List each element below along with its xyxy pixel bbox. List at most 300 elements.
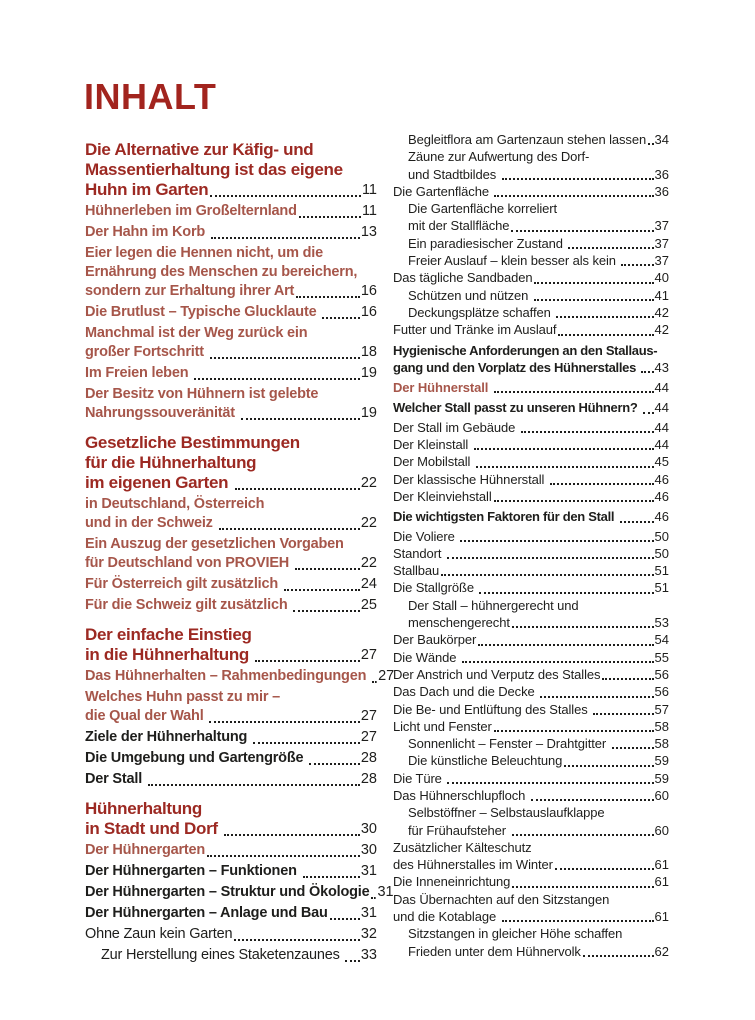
toc-entry-text: Hühnerleben im Großelternland (85, 203, 297, 219)
dot-leader (441, 574, 653, 576)
toc-entry (85, 596, 377, 615)
toc-entry (393, 131, 669, 148)
toc-entry (393, 666, 669, 683)
dot-leader (296, 296, 360, 298)
page-number: 25 (360, 597, 377, 613)
dot-leader (235, 488, 360, 490)
toc-entry (393, 379, 669, 396)
toc-entry-row (85, 343, 377, 362)
toc-entry (393, 453, 669, 470)
toc-entry-row (393, 770, 669, 787)
toc-entry-row (408, 131, 669, 148)
toc-entry-text: Futter und Tränke im Auslauf (393, 322, 557, 338)
dot-leader (556, 316, 653, 318)
page-number: 53 (654, 615, 669, 631)
toc-entry-text: des Hühnerstalles im Winter (393, 857, 553, 873)
toc-entry-text: Die künstliche Beleuchtung (408, 753, 563, 769)
toc-entry-text: Sitzstangen in gleicher Höhe schaffen (408, 926, 623, 942)
page-number: 32 (360, 926, 377, 942)
dot-leader (299, 216, 361, 218)
toc-entry (393, 683, 669, 700)
toc-entry-row (393, 787, 669, 804)
toc-entry-text: Die Stallgröße (393, 580, 478, 596)
toc-entry-text: Frieden unter dem Hühnervolk (408, 943, 581, 959)
toc-entry-row (393, 321, 669, 338)
dot-leader (447, 557, 654, 559)
dot-leader (462, 661, 654, 663)
dot-leader (534, 282, 653, 284)
toc-entry (393, 488, 669, 505)
toc-entry-row (85, 575, 377, 594)
toc-entry-text: Der Hühnergarten (85, 842, 206, 858)
dot-leader (558, 334, 653, 336)
toc-entry (85, 433, 377, 493)
toc-entry-row (393, 183, 669, 200)
toc-entry-row (408, 304, 669, 321)
toc-entry-text: Der klassische Hühnerstall (393, 471, 548, 487)
toc-entry-text: in die Hühnerhaltung (85, 645, 254, 664)
page-number: 11 (361, 182, 377, 198)
page-number: 33 (360, 947, 377, 963)
page-number: 42 (654, 304, 669, 320)
dot-leader (512, 834, 654, 836)
page-number: 61 (654, 909, 669, 925)
dot-leader (555, 868, 654, 870)
toc-entry-text: Deckungsplätze schaffen (408, 304, 555, 320)
toc-entry (85, 244, 377, 301)
dot-leader (494, 730, 654, 732)
toc-entry-row (85, 883, 394, 902)
toc-entry-text: Ein paradiesischer Zustand (408, 235, 567, 251)
toc-entry-text: in Deutschland, Österreich (85, 496, 265, 512)
toc-entry-row (85, 707, 377, 726)
toc-entry-row (393, 683, 669, 700)
toc-entry-text: Der Hahn im Korb (85, 224, 209, 240)
page-number: 44 (654, 380, 669, 396)
toc-entry (85, 324, 377, 362)
dot-leader (494, 500, 654, 502)
toc-entry-text: Der Kleinstall (393, 437, 472, 453)
toc-entry (393, 342, 669, 377)
dot-leader (620, 521, 654, 523)
toc-entry-text: Der Baukörper (393, 632, 477, 648)
page-number: 60 (654, 787, 669, 803)
page-number: 22 (360, 515, 377, 531)
toc-entry-row (85, 841, 377, 860)
page-number: 41 (654, 287, 669, 303)
toc-entry (393, 252, 669, 269)
toc-entry-text: Für Österreich gilt zusätzlich (85, 576, 282, 592)
dot-leader (210, 195, 361, 197)
toc-entry-text: Stallbau (393, 563, 440, 579)
page-number: 44 (654, 437, 669, 453)
dot-leader (521, 431, 654, 433)
toc-entry-row (408, 252, 669, 269)
toc-entry (393, 471, 669, 488)
dot-leader (643, 412, 654, 414)
toc-entry-row (85, 819, 377, 839)
toc-entry (393, 419, 669, 436)
toc-entry-text: Licht und Fenster (393, 718, 492, 734)
toc-entry (393, 597, 669, 632)
dot-leader (568, 247, 653, 249)
toc-entry-text: Der einfache Einstieg (85, 625, 252, 644)
toc-entry (85, 688, 377, 726)
toc-entry-text: menschengerecht (408, 615, 510, 631)
toc-entry-text: Im Freien leben (85, 365, 193, 381)
dot-leader (648, 143, 653, 145)
page-number: 44 (654, 419, 669, 435)
page-number: 31 (360, 863, 377, 879)
toc-entry-text: Der Stall (85, 771, 146, 787)
toc-entry-row (393, 666, 669, 683)
dot-leader (148, 784, 360, 786)
toc-entry (85, 862, 377, 881)
page-number: 59 (654, 753, 669, 769)
toc-entry (85, 946, 377, 965)
toc-entry-row (393, 545, 669, 562)
page-number: 59 (654, 770, 669, 786)
toc-entry-text: Die wichtigsten Faktoren für den Stall (393, 509, 618, 525)
toc-entry-text: Das tägliche Sandbaden (393, 270, 533, 286)
page-number: 22 (360, 475, 377, 491)
page-number: 46 (654, 509, 669, 525)
dot-leader (502, 178, 654, 180)
page-number: 58 (654, 736, 669, 752)
page-number: 13 (360, 224, 377, 240)
toc-entry-row (85, 596, 377, 615)
toc-entry-text: mit der Stallfläche (408, 218, 510, 234)
toc-entry (393, 562, 669, 579)
toc-entry-text: Freier Auslauf – klein besser als kein (408, 253, 620, 269)
toc-entry (85, 883, 394, 902)
toc-entry (393, 399, 669, 416)
toc-entry-row (393, 471, 669, 488)
toc-entry (85, 667, 395, 686)
toc-column-right (393, 131, 669, 960)
toc-entry-text: Die Inneneinrichtung (393, 874, 511, 890)
toc-entry (85, 925, 377, 944)
toc-entry (393, 735, 669, 752)
toc-entry-row (85, 514, 377, 533)
toc-entry-row (85, 364, 377, 383)
dot-leader (371, 897, 376, 899)
page-number: 54 (654, 632, 669, 648)
toc-entry-text: Der Stall – hühnergerecht und (408, 597, 579, 613)
dot-leader (540, 696, 653, 698)
toc-entry-row (101, 946, 377, 965)
toc-entry (85, 575, 377, 594)
toc-entry-text: Eier legen die Hennen nicht, um die (85, 245, 323, 261)
toc-entry-text: Der Hühnergarten – Struktur und Ökologie (85, 884, 370, 900)
page-number: 50 (654, 528, 669, 544)
toc-entry-row (85, 180, 377, 200)
toc-entry-text: Die Gartenfläche (393, 183, 493, 199)
toc-entry-text: Nahrungssouveränität (85, 405, 239, 421)
page-number: 19 (360, 365, 377, 381)
toc-entry-row (85, 925, 377, 944)
toc-entry-text: für Deutschland von PROVIEH (85, 555, 293, 571)
toc-entry (393, 148, 669, 183)
toc-entry-row (85, 473, 377, 493)
dot-leader (194, 378, 360, 380)
toc-column-left (85, 140, 395, 965)
toc-entry-text: Begleitflora am Gartenzaun stehen lassen (408, 132, 647, 147)
toc-entry-text: Die Wände (393, 649, 460, 665)
toc-entry (85, 495, 377, 533)
dot-leader (253, 742, 360, 744)
dot-leader (293, 610, 360, 612)
toc-entry-text: Der Besitz von Hühnern ist gelebte (85, 386, 319, 402)
page-number: 27 (360, 729, 377, 745)
page-number: 28 (360, 771, 377, 787)
dot-leader (219, 528, 360, 530)
page-number: 27 (360, 647, 377, 663)
toc-entry-text: für die Hühnerhaltung (85, 453, 257, 472)
toc-entry-row (408, 752, 669, 769)
dot-leader (372, 681, 377, 683)
toc-entry-row (85, 223, 377, 242)
toc-entry-text: Die Brutlust – Typische Glucklaute (85, 304, 321, 320)
toc-entry-row (408, 235, 669, 252)
toc-entry-text: Sonnenlicht – Fenster – Drahtgitter (408, 736, 610, 752)
toc-entry-text: Zur Herstellung eines Staketenzaunes (101, 947, 344, 963)
toc-entry (393, 770, 669, 787)
dot-leader (534, 299, 654, 301)
page-number: 36 (654, 183, 669, 199)
toc-entry-row (393, 379, 669, 396)
toc-entry-row (393, 399, 669, 416)
dot-leader (641, 371, 653, 373)
toc-entry-row (393, 528, 669, 545)
dot-leader (512, 626, 654, 628)
page-number: 55 (654, 649, 669, 665)
toc-entry (85, 841, 377, 860)
toc-entry (393, 321, 669, 338)
toc-entry-text: Selbstöffner – Selbstauslaufklappe (408, 805, 605, 821)
toc-entry (85, 625, 377, 665)
toc-entry-text: Welches Huhn passt zu mir – (85, 689, 280, 705)
toc-entry-text: Das Übernachten auf den Sitzstangen (393, 891, 610, 907)
dot-leader (241, 418, 360, 420)
toc-entry-text: Die Voliere (393, 528, 459, 544)
toc-entry-row (85, 554, 377, 573)
toc-entry (85, 749, 377, 768)
toc-entry (393, 287, 669, 304)
toc-entry-row (393, 701, 669, 718)
toc-entry-text: gang und den Vorplatz des Hühnerstalles (393, 359, 640, 375)
toc-entry-text: in Stadt und Dorf (85, 819, 223, 838)
toc-entry-text: Ein Auszug der gesetzlichen Vorgaben (85, 536, 344, 552)
toc-entry (393, 528, 669, 545)
dot-leader (255, 660, 359, 662)
toc-entry-text: und in der Schweiz (85, 515, 217, 531)
page-number: 57 (654, 701, 669, 717)
dot-leader (210, 357, 360, 359)
dot-leader (531, 799, 654, 801)
toc-entry-row (408, 735, 669, 752)
page-number: 27 (378, 668, 395, 684)
toc-entry-row (393, 856, 669, 873)
page-number: 18 (360, 344, 377, 360)
toc-entry-text: für Frühaufsteher (408, 822, 510, 838)
toc-entry-row (408, 943, 669, 960)
toc-entry (393, 545, 669, 562)
toc-entry (393, 752, 669, 769)
toc-entry-row (393, 419, 669, 436)
toc-entry-text: Das Dach und die Decke (393, 684, 539, 700)
dot-leader (494, 391, 654, 393)
toc-entry (393, 200, 669, 235)
toc-entry-text: Das Hühnerschlupfloch (393, 787, 529, 803)
page-number: 61 (654, 874, 669, 890)
toc-entry-text: und die Kotablage (393, 909, 500, 925)
dot-leader (550, 483, 654, 485)
toc-entry (393, 839, 669, 874)
toc-entry (85, 904, 377, 923)
page-number: 30 (360, 842, 377, 858)
toc-entry-text: großer Fortschritt (85, 344, 208, 360)
toc-entry (85, 799, 377, 839)
page-number: 50 (654, 545, 669, 561)
toc-entry (85, 770, 377, 789)
dot-leader (476, 466, 654, 468)
page-number: 16 (360, 283, 377, 299)
toc-entry-row (408, 217, 669, 234)
toc-entry-text: Die Umgebung und Gartengröße (85, 750, 308, 766)
toc-entry-row (85, 282, 377, 301)
dot-leader (502, 920, 654, 922)
dot-leader (478, 644, 653, 646)
page-number: 51 (654, 563, 669, 579)
page-title: INHALT (84, 76, 217, 117)
dot-leader (234, 939, 360, 941)
page-number: 37 (654, 253, 669, 269)
page-number: 27 (360, 708, 377, 724)
page-number: 60 (654, 822, 669, 838)
toc-entry-row (85, 404, 377, 423)
toc-entry-text: Die Gartenfläche korreliert (408, 201, 558, 217)
toc-entry-text: Der Hühnergarten – Funktionen (85, 863, 301, 879)
toc-entry (393, 873, 669, 890)
toc-entry-text: Ernährung des Menschen zu bereichern, (85, 264, 358, 280)
page-number: 22 (360, 555, 377, 571)
toc-entry-text: Der Hühnergarten – Anlage und Bau (85, 905, 328, 921)
dot-leader (512, 886, 653, 888)
page-number: 51 (654, 580, 669, 596)
toc-entry-text: im eigenen Garten (85, 473, 233, 492)
toc-entry (85, 728, 377, 747)
toc-entry-row (85, 303, 377, 322)
toc-entry-row (85, 862, 377, 881)
toc-entry-text: Der Anstrich und Verputz des Stalles (393, 666, 601, 682)
toc-entry-text: Manchmal ist der Weg zurück ein (85, 325, 308, 341)
dot-leader (511, 230, 653, 232)
page-number: 34 (654, 132, 669, 147)
page-number: 36 (654, 166, 669, 182)
toc-entry-text: Hühnerhaltung (85, 799, 202, 818)
dot-leader (479, 592, 653, 594)
toc-entry-row (393, 436, 669, 453)
toc-entry-text: Das Hühnerhalten – Rahmenbedingungen (85, 668, 371, 684)
toc-entry-text: Der Hühnerstall (393, 380, 492, 396)
page-number: 37 (654, 218, 669, 234)
dot-leader (494, 195, 653, 197)
toc-entry-text: Zusätzlicher Kälteschutz (393, 839, 532, 855)
toc-entry-row (393, 579, 669, 596)
toc-entry-row (408, 822, 669, 839)
toc-entry (85, 303, 377, 322)
page-number: 28 (360, 750, 377, 766)
dot-leader (330, 918, 360, 920)
page-number: 42 (654, 322, 669, 338)
toc-entry-row (393, 908, 669, 925)
toc-entry-row (408, 287, 669, 304)
dot-leader (224, 834, 360, 836)
toc-entry (393, 183, 669, 200)
toc-entry-text: Ziele der Hühnerhaltung (85, 729, 251, 745)
toc-entry-row (393, 718, 669, 735)
toc-entry-row (85, 749, 377, 768)
toc-entry (85, 364, 377, 383)
dot-leader (593, 713, 653, 715)
dot-leader (612, 747, 654, 749)
dot-leader (460, 540, 653, 542)
toc-entry (393, 631, 669, 648)
toc-entry (393, 891, 669, 926)
page-number: 24 (360, 576, 377, 592)
dot-leader (621, 264, 653, 266)
toc-entry (85, 202, 377, 221)
toc-entry (393, 701, 669, 718)
toc-entry-text: Welcher Stall passt zu unseren Hühnern? (393, 400, 641, 416)
page-number: 31 (360, 905, 377, 921)
page-number: 44 (654, 400, 669, 416)
dot-leader (447, 782, 653, 784)
page-number: 62 (654, 943, 669, 959)
page-number: 43 (654, 359, 669, 375)
toc-entry (393, 304, 669, 321)
toc-entry-row (408, 614, 669, 631)
page-number: 19 (360, 405, 377, 421)
toc-entry-text: Gesetzliche Bestimmungen (85, 433, 300, 452)
toc-entry-row (85, 770, 377, 789)
page-number: 45 (654, 454, 669, 470)
toc-entry-row (393, 631, 669, 648)
toc-entry-row (393, 562, 669, 579)
page-number: 56 (654, 684, 669, 700)
toc-entry-text: Standort (393, 545, 445, 561)
toc-entry-row (85, 645, 377, 665)
toc-entry (393, 235, 669, 252)
toc-entry-text: Zäune zur Aufwertung des Dorf- (408, 149, 590, 165)
toc-entry-row (393, 269, 669, 286)
toc-entry-row (393, 453, 669, 470)
page-number: 31 (377, 884, 394, 900)
toc-entry-text: Die Türe (393, 770, 446, 786)
page-number: 16 (360, 304, 377, 320)
dot-leader (345, 960, 359, 962)
page-number: 30 (360, 821, 377, 837)
dot-leader (474, 448, 654, 450)
toc-entry (85, 385, 377, 423)
toc-entry (393, 649, 669, 666)
toc-entry (393, 718, 669, 735)
toc-entry-row (85, 728, 377, 747)
dot-leader (211, 237, 360, 239)
toc-entry (85, 140, 377, 200)
dot-leader (564, 765, 653, 767)
